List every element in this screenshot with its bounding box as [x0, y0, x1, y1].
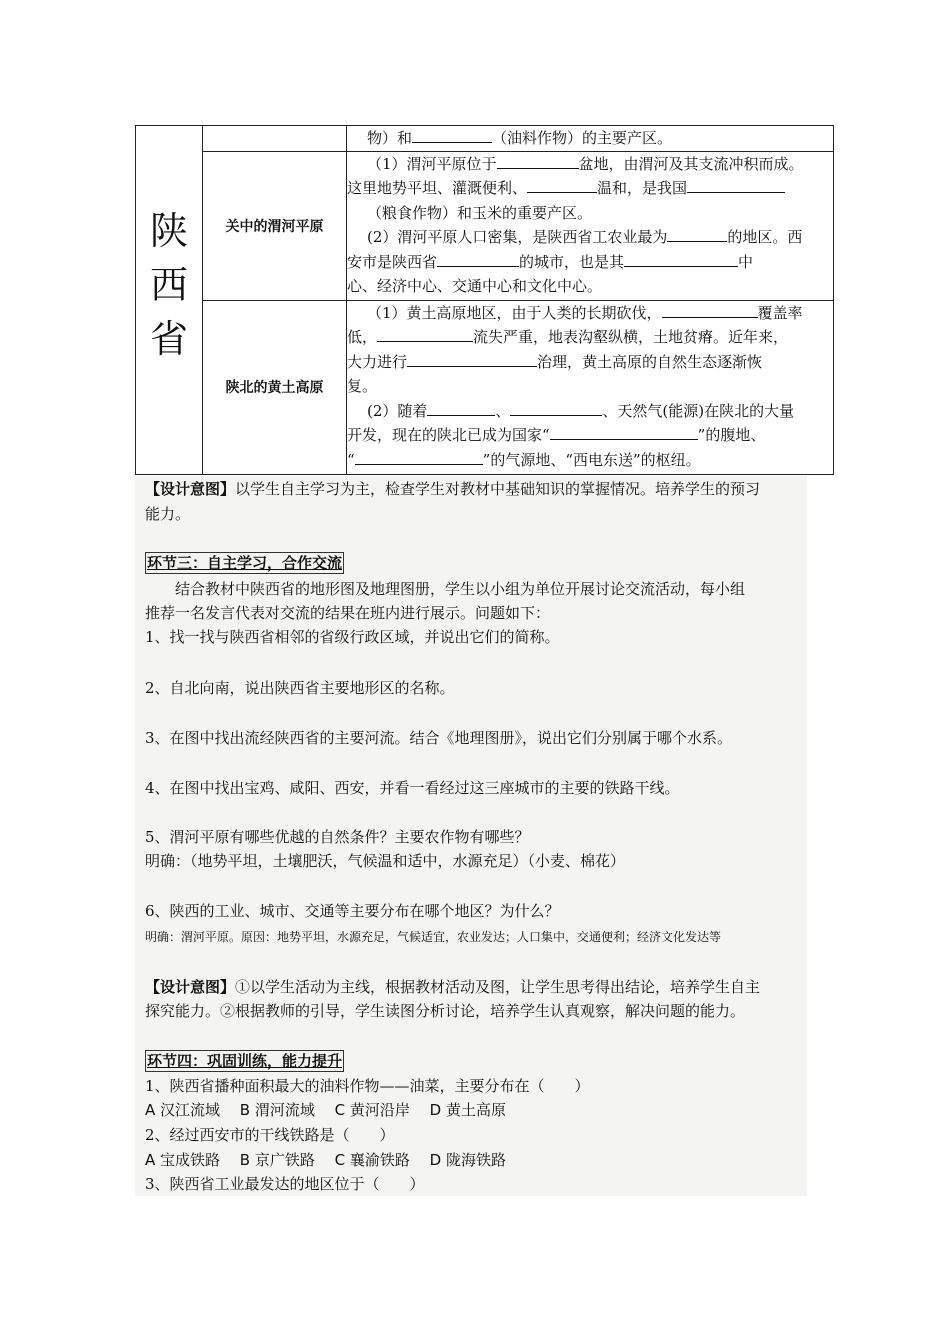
question: 6、陕西的工业、城市、交通等主要分布在哪个地区？为什么？: [145, 902, 560, 920]
design-intent-1-cont: 能力。: [145, 505, 191, 523]
blank[interactable]: [662, 301, 758, 318]
blank[interactable]: [437, 250, 519, 267]
design-intent-2: 【设计意图】①以学生活动为主线，根据教材活动及图，让学生思考得出结论，培养学生自主: [145, 978, 761, 996]
row0-content: 物）和 （油料作物）的主要产区。: [347, 126, 834, 152]
question: 2、经过西安市的干线铁路是（ ）: [145, 1126, 395, 1144]
section3-title: 环节三：自主学习，合作交流: [147, 554, 343, 572]
weihe-content: （1）渭河平原位于 盆地，由渭河及其支流冲积而成。 这里地势平坦、灌溉便利、 温和，是我国 （粮食作物）和玉米的重要产区。 (2）渭河平原人口密集，是陕西省工农业最为 的地区。西 安市是陕西省 的城市，也是其 中 心、经济中心、交通中心和文化中心。: [347, 151, 834, 300]
blank[interactable]: [550, 423, 698, 440]
province-table: [135, 125, 834, 475]
question: 3、在图中找出流经陕西省的主要河流。结合《地理图册》，说出它们分别属于哪个水系。: [145, 729, 733, 747]
question: 5、渭河平原有哪些优越的自然条件？主要农作物有哪些？: [145, 828, 530, 846]
section3-intro-cont: 推荐一名发言代表对交流的结果在班内进行展示。问题如下：: [145, 604, 551, 622]
empty-cell: [203, 126, 347, 152]
section3-intro: 结合教材中陕西省的地形图及地理图册，学生以小组为单位开展讨论交流活动，每小组: [175, 580, 746, 598]
options: A 宝成铁路 B 京广铁路 C 襄渝铁路 D 陇海铁路: [145, 1151, 506, 1169]
blank[interactable]: [527, 176, 597, 193]
question: 3、陕西省工业最发达的地区位于（ ）: [145, 1175, 425, 1193]
answer: 明确：（地势平坦，土壤肥沃，气候温和适中，水源充足）（小麦、棉花）: [145, 852, 626, 870]
answer: 明确：渭河平原。原因：地势平坦，水源充足，气候适宜，农业发达；人口集中，交通便利；经济文化发达等: [145, 930, 722, 944]
design-intent-1: 【设计意图】以学生自主学习为主，检查学生对教材中基础知识的掌握情况。培养学生的预习: [145, 480, 761, 498]
region-loess: 陕北的黄土高原: [203, 300, 347, 474]
blank[interactable]: [407, 350, 537, 367]
blank[interactable]: [510, 399, 602, 416]
blank[interactable]: [377, 325, 473, 342]
options: A 汉江流域 B 渭河流域 C 黄河沿岸 D 黄土高原: [145, 1101, 506, 1119]
blank[interactable]: [497, 152, 579, 169]
design-intent-2-cont: 探究能力。②根据教师的引导，学生读图分析讨论，培养学生认真观察，解决问题的能力。: [145, 1002, 746, 1020]
section4-title: 环节四：巩固训练，能力提升: [147, 1052, 343, 1070]
blank[interactable]: [355, 448, 483, 465]
blank[interactable]: [624, 250, 738, 267]
question: 1、陕西省播种面积最大的油料作物——油菜，主要分布在（ ）: [145, 1077, 590, 1095]
province-cell: [136, 126, 203, 475]
blank[interactable]: [427, 399, 495, 416]
question: 4、在图中找出宝鸡、咸阳、西安，并看一看经过这三座城市的主要的铁路干线。: [145, 779, 680, 797]
blank[interactable]: [412, 126, 492, 143]
blank[interactable]: [687, 176, 785, 193]
region-weihe: 关中的渭河平原: [203, 151, 347, 300]
question: 2、自北向南，说出陕西省主要地形区的名称。: [145, 679, 455, 697]
question: 1、找一找与陕西省相邻的省级行政区域，并说出它们的简称。: [145, 628, 560, 646]
province-name: 陕西省: [149, 208, 188, 361]
blank[interactable]: [667, 225, 727, 242]
loess-content: （1）黄土高原地区，由于人类的长期砍伐， 覆盖率 低， 流失严重，地表沟壑纵横，土地贫瘠。近年来， 大力进行 治理，黄土高原的自然生态逐渐恢 复。 (2）随着 、 、天然气(能源)在陕北的大量 开发，现在的陕北已成为国家“ ”的腹地、 “ ”的气源地、“西电东送”的枢纽。: [347, 300, 834, 474]
